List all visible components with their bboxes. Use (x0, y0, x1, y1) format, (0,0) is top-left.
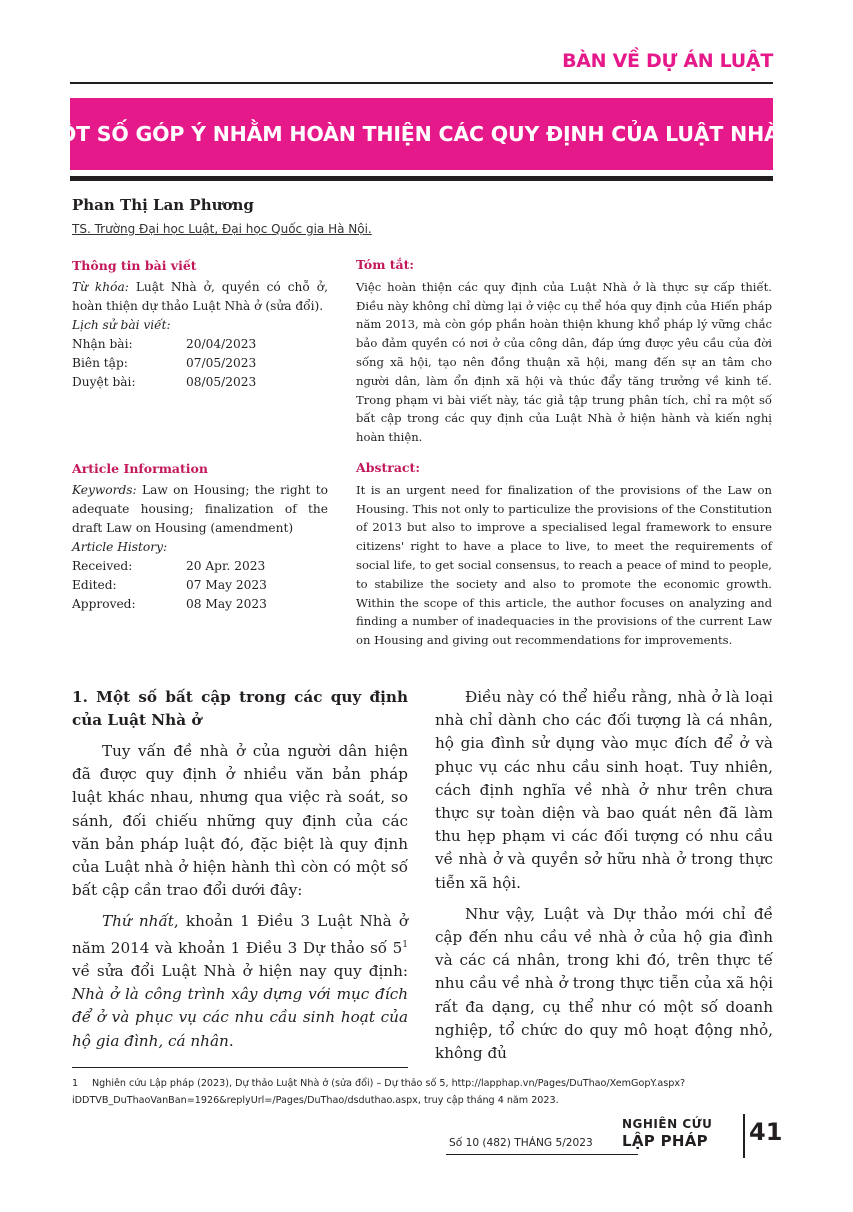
info-heading-en: Article Information (72, 461, 208, 476)
body-column-left (72, 686, 408, 1053)
footnote-divider (72, 1067, 408, 1068)
history-value: 20/04/2023 (186, 337, 257, 351)
paragraph (72, 910, 408, 1052)
italic-lead: Thứ nhất (102, 912, 174, 931)
abstract-heading-en: Abstract: (356, 460, 420, 475)
abstract-heading-vi: Tóm tắt: (356, 257, 415, 272)
history-value: 08 May 2023 (186, 597, 267, 611)
issue-info: Số 10 (482) THÁNG 5/2023 (449, 1137, 593, 1149)
keywords-text-en: Law on Housing; the right to adequate housing; finalization of the draft Law on Housing (amendment) (72, 483, 328, 535)
article-info-en (72, 459, 328, 614)
paragraph-text: . (228, 1031, 234, 1050)
logo-line-1: NGHIÊN CỨU (622, 1117, 713, 1131)
article-title: MỘT SỐ GÓP Ý NHẰM HOÀN THIỆN CÁC QUY ĐỊNH CỦA LUẬT NHÀ Ở (38, 122, 805, 146)
history-value: 07/05/2023 (186, 356, 257, 370)
paragraph-text: về sửa đổi Luật Nhà ở hiện nay quy định: (72, 961, 408, 980)
history-row (72, 595, 328, 614)
info-heading-vi: Thông tin bài viết (72, 258, 197, 273)
article-info-vi (72, 256, 328, 392)
footnote-number: 1 (72, 1078, 79, 1089)
paragraph: Như vậy, Luật và Dự thảo mới chỉ đề cập đến nhu cầu về nhà ở của hộ gia đình và các cá nhân, trong khi đó, trên thực tế nhu cầu về nhà ở trong thực tiễn của xã hội rất đa dạng, cụ thể như có một số doanh nghiệp, tổ chức do quy mô hoạt động nhỏ, không đủ (435, 904, 773, 1063)
history-row (72, 373, 328, 392)
footnote (72, 1075, 772, 1109)
logo-line-2: LẬP PHÁP (622, 1132, 708, 1150)
keywords-label-en: Keywords: (72, 483, 137, 497)
history-key: Approved: (72, 597, 136, 611)
footer-divider (446, 1154, 638, 1155)
journal-logo (622, 1116, 712, 1150)
abstract-text-vi: Việc hoàn thiện các quy định của Luật Nhà ở là thực sự cấp thiết. Điều này không chỉ dừng lại ở việc cụ thể hóa quy định của Hiến pháp năm 2013, mà còn góp phần hoàn thiện khung khổ pháp lý vững chắc bảo đảm quyền có nơi ở của công dân, đáp ứng được yêu cầu của đời sống xã hội, tạo nên đồng thuận xã hội, mang đến sự an tâm cho người dân, làm ổn định xã hội và thúc đẩy tăng trưởng về kinh tế. Trong phạm vi bài viết này, tác giả tập trung phân tích, chỉ ra một số bất cập trong các quy định của Luật Nhà ở hiện hành và kiến nghị hoàn thiện. (356, 279, 772, 445)
footnote-ref[interactable]: 1 (402, 939, 408, 950)
page-number: 41 (749, 1118, 783, 1146)
history-row (72, 557, 328, 576)
history-value: 07 May 2023 (186, 578, 267, 592)
section-divider (70, 82, 773, 84)
section-label: BÀN VỀ DỰ ÁN LUẬT (562, 50, 773, 72)
keywords-vi (72, 278, 328, 316)
author-name: Phan Thị Lan Phương (72, 196, 254, 214)
title-banner (38, 98, 805, 170)
body-column-right (435, 686, 773, 1065)
title-divider (70, 176, 773, 181)
history-row (72, 354, 328, 373)
history-key: Duyệt bài: (72, 375, 136, 389)
abstract-text-en: It is an urgent need for finalization of the provisions of the Law on Housing. This not only to particulize the provisions of the Constitution of 2013 but also to improve a specialised legal framework to ensure citizens' right to have a place to live, to meet the requirements of social life, to get social consensus, to reach a peace of mind to people, to stabilize the society and also to promote the economic growth. Within the scope of this article, the author focuses on analyzing and finding a number of inadequacies in the provisions of the current Law on Housing and giving out recommendations for improvements. (356, 482, 772, 648)
footnote-text: Nghiên cứu Lập pháp (2023), Dự thảo Luật Nhà ở (sửa đổi) – Dự thảo số 5, http://lapphap.vn/Pages/DuThao/XemGopY.aspx?iDDTVB_DuThaoVanBan=1926&replyUrl=/Pages/DuThao/dsduthao.aspx, truy cập tháng 4 năm 2023. (72, 1078, 686, 1106)
paragraph-text: , khoản 1 Điều 3 Luật Nhà ở năm 2014 và khoản 1 Điều 3 Dự thảo số 5 (72, 912, 408, 957)
history-value: 20 Apr. 2023 (186, 559, 266, 573)
history-key: Biên tập: (72, 356, 128, 370)
history-key: Received: (72, 559, 133, 573)
author-affiliation: TS. Trường Đại học Luật, Đại học Quốc gia Hà Nội. (72, 222, 372, 236)
paragraph: Tuy vấn đề nhà ở của người dân hiện đã được quy định ở nhiều văn bản pháp luật khác nhau, nhưng qua việc rà soát, so sánh, đối chiếu những quy định của các văn bản pháp luật đó, đặc biệt là quy định của Luật nhà ở hiện hành thì còn có một số bất cập cần trao đổi dưới đây: (72, 742, 408, 900)
keywords-en (72, 481, 328, 538)
history-key: Edited: (72, 578, 117, 592)
keywords-label-vi: Từ khóa: (72, 280, 129, 294)
history-row (72, 335, 328, 354)
footer-vertical-bar (743, 1114, 745, 1158)
history-label-en: Article History: (72, 540, 168, 554)
history-value: 08/05/2023 (186, 375, 257, 389)
history-label-vi: Lịch sử bài viết: (72, 318, 171, 332)
keywords-text-vi: Luật Nhà ở, quyền có chỗ ở, hoàn thiện dự thảo Luật Nhà ở (sửa đổi). (72, 280, 328, 313)
section-heading: 1. Một số bất cập trong các quy định của Luật Nhà ở (72, 688, 408, 729)
quoted-definition: Nhà ở là công trình xây dựng với mục đích để ở và phục vụ các nhu cầu sinh hoạt của hộ gia đình, cá nhân (72, 985, 408, 1050)
paragraph: Điều này có thể hiểu rằng, nhà ở là loại nhà chỉ dành cho các đối tượng là cá nhân, hộ gia đình sử dụng vào mục đích để ở và phục vụ các nhu cầu sinh hoạt. Tuy nhiên, cách định nghĩa về nhà ở như trên chưa thực sự toàn diện và bao quát nên đã làm thu hẹp phạm vi các đối tượng có nhu cầu về nhà ở và quyền sở hữu nhà ở trong thực tiễn xã hội. (435, 688, 773, 892)
abstract-en (356, 459, 772, 650)
abstract-vi (356, 256, 772, 447)
history-row (72, 576, 328, 595)
history-key: Nhận bài: (72, 337, 133, 351)
